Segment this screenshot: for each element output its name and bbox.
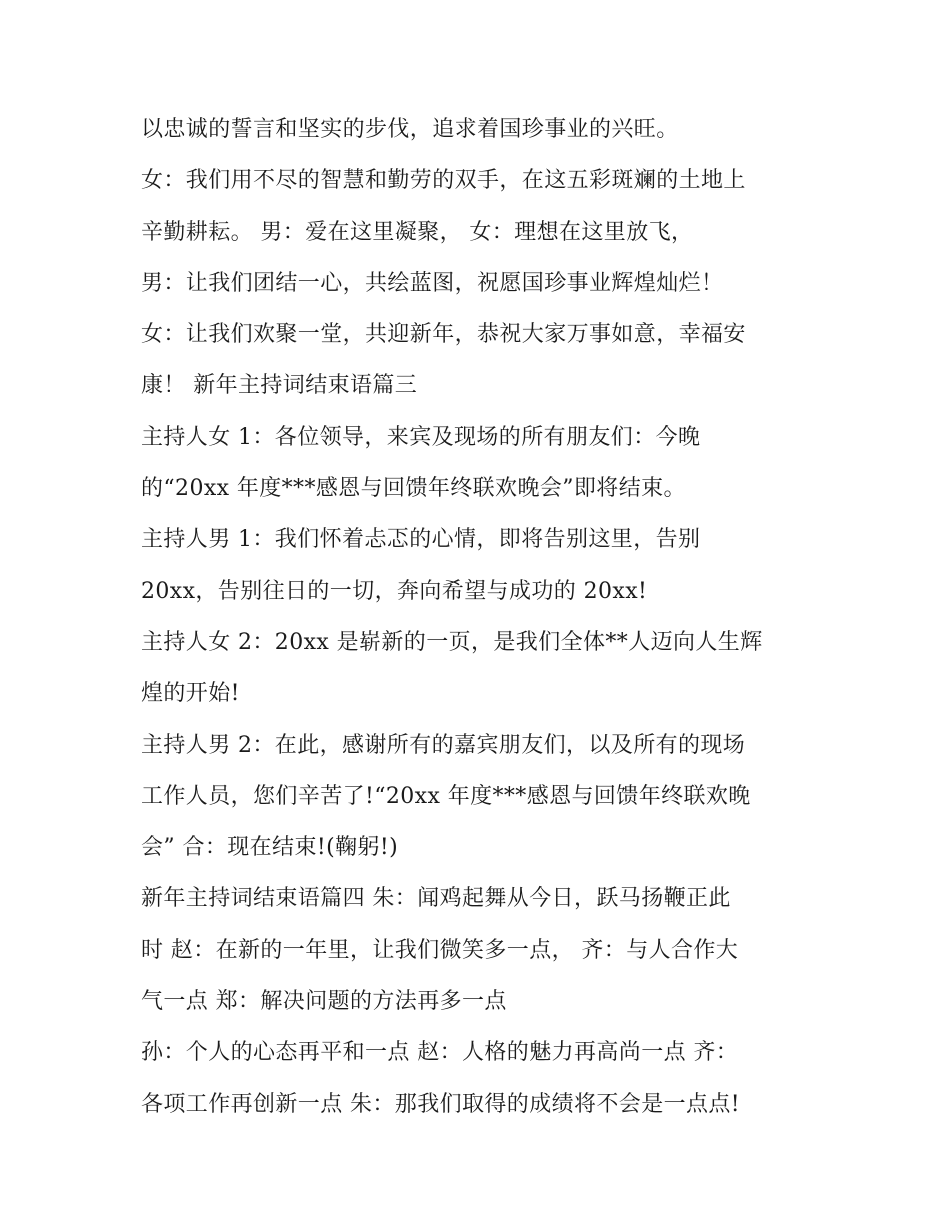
text-line: 孙：个人的心态再平和一点 赵：人格的魅力再高尚一点 齐： <box>141 1040 739 1066</box>
text-line: 康！ 新年主持词结束语篇三 <box>141 373 418 399</box>
text-line: 的“20xx 年度***感恩与回馈年终联欢晚会”即将结束。 <box>141 476 686 502</box>
text-line: 时 赵：在新的一年里，让我们微笑多一点， 齐：与人合作大 <box>141 937 739 963</box>
document-body <box>141 108 821 1134</box>
text-line: 主持人女 1：各位领导，来宾及现场的所有朋友们：今晚 <box>141 424 701 450</box>
text-line: 以忠诚的誓言和坚实的步伐，追求着国珍事业的兴旺。 <box>141 117 679 142</box>
text-line: 女：我们用不尽的智慧和勤劳的双手，在这五彩斑斓的土地上 <box>141 168 746 194</box>
text-line: 女：让我们欢聚一堂，共迎新年，恭祝大家万事如意，幸福安 <box>141 322 746 348</box>
text-line: 新年主持词结束语篇四 朱：闻鸡起舞从今日，跃马扬鞭正此 <box>141 886 731 912</box>
text-line: 气一点 郑：解决问题的方法再多一点 <box>141 989 507 1015</box>
text-line: 主持人男 1：我们怀着忐忑的心情，即将告别这里，告别 <box>141 527 701 553</box>
text-line: 主持人男 2：在此，感谢所有的嘉宾朋友们，以及所有的现场 <box>141 732 746 758</box>
text-line: 各项工作再创新一点 朱：那我们取得的成绩将不会是一点点! <box>141 1091 741 1117</box>
text-line: 男：让我们团结一心，共绘蓝图，祝愿国珍事业辉煌灿烂！ <box>141 270 724 296</box>
text-line: 煌的开始! <box>141 681 240 707</box>
text-line: 辛勤耕耘。 男：爱在这里凝聚， 女：理想在这里放飞， <box>141 219 694 245</box>
text-line: 工作人员，您们辛苦了!“20xx 年度***感恩与回馈年终联欢晚 <box>141 783 751 809</box>
text-line: 会” 合：现在结束!(鞠躬!) <box>141 835 399 861</box>
text-line: 主持人女 2：20xx 是崭新的一页，是我们全体**人迈向人生辉 <box>141 629 763 655</box>
text-line: 20xx，告别往日的一切，奔向希望与成功的 20xx! <box>141 578 648 604</box>
